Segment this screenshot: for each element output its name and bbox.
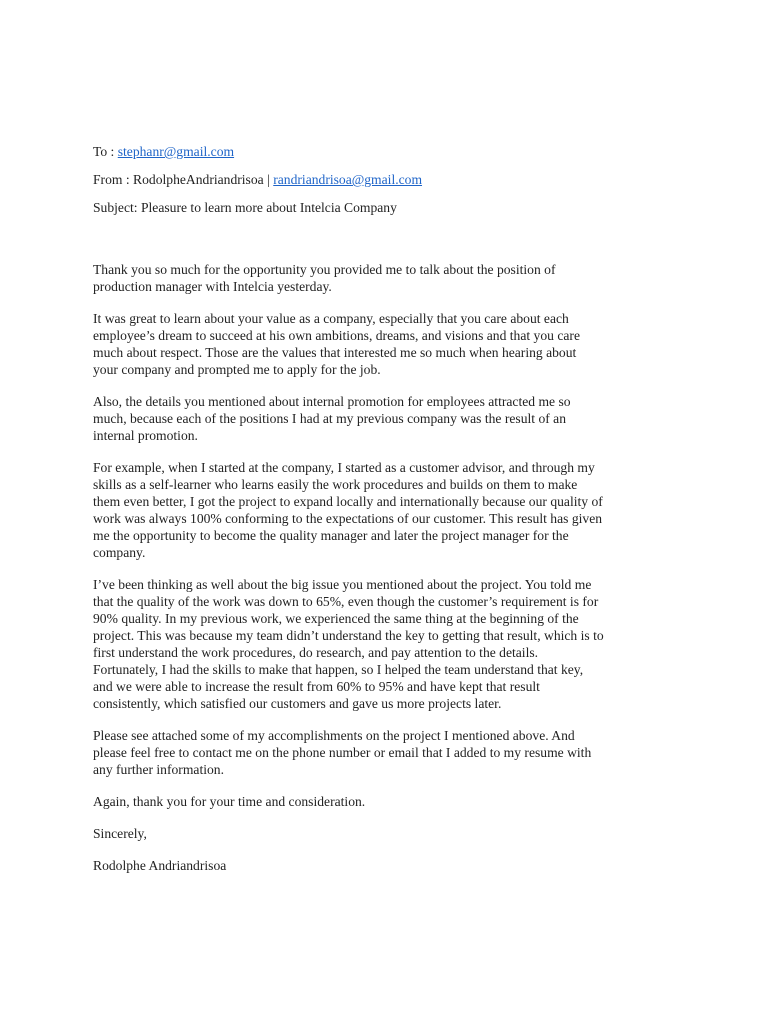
body-paragraph	[93, 310, 683, 378]
paragraph-line: that the quality of the work was down to 65%, even though the customer’s requirement is for	[93, 594, 599, 609]
paragraph-line: Thank you so much for the opportunity you provided me to talk about the position of	[93, 262, 556, 277]
paragraph-line: Fortunately, I had the skills to make that happen, so I helped the team understand that key,	[93, 662, 584, 677]
paragraph-line: Please see attached some of my accomplishments on the project I mentioned above. And	[93, 728, 575, 743]
paragraph-line: employee’s dream to succeed at his own ambitions, dreams, and visions and that you care	[93, 328, 580, 343]
letter-body	[93, 261, 683, 810]
to-label: To :	[93, 144, 115, 159]
to-line	[93, 143, 683, 160]
paragraph-line: skills as a self-learner who learns easily the work procedures and builds on them to make	[93, 477, 578, 492]
paragraph-line: please feel free to contact me on the phone number or email that I added to my resume with	[93, 745, 592, 760]
paragraph-line: and we were able to increase the result from 60% to 95% and have kept that result	[93, 679, 540, 694]
subject-text: Pleasure to learn more about Intelcia Company	[140, 200, 397, 215]
body-paragraph	[93, 727, 683, 778]
from-label: From :	[93, 172, 130, 187]
paragraph-line: Also, the details you mentioned about internal promotion for employees attracted me so	[93, 394, 571, 409]
body-paragraph	[93, 261, 683, 295]
paragraph-line: them even better, I got the project to expand locally and internationally because our quality of	[93, 494, 603, 509]
from-email-link[interactable]: randriandrisoa@gmail.com	[273, 172, 423, 187]
subject-label: Subject:	[93, 200, 138, 215]
paragraph-line: internal promotion.	[93, 428, 198, 443]
signature-name: Rodolphe Andriandrisoa	[93, 858, 227, 873]
paragraph-line: production manager with Intelcia yesterday.	[93, 279, 332, 294]
body-paragraph	[93, 576, 683, 712]
paragraph-line: any further information.	[93, 762, 224, 777]
paragraph-line: For example, when I started at the company, I started as a customer advisor, and through my	[93, 460, 595, 475]
from-separator: |	[267, 172, 270, 187]
paragraph-line: me the opportunity to become the quality manager and later the project manager for the	[93, 528, 569, 543]
subject-line	[93, 199, 683, 216]
letter-page	[93, 143, 683, 889]
paragraph-line: project. This was because my team didn’t understand the key to getting that result, which is to	[93, 628, 604, 643]
body-paragraph	[93, 459, 683, 561]
paragraph-line: 90% quality. In my previous work, we experienced the same thing at the beginning of the	[93, 611, 579, 626]
paragraph-line: much, because each of the positions I had at my previous company was the result of an	[93, 411, 567, 426]
to-email-link[interactable]: stephanr@gmail.com	[117, 144, 235, 159]
paragraph-line: It was great to learn about your value as a company, especially that you care about each	[93, 311, 569, 326]
body-paragraph	[93, 393, 683, 444]
paragraph-line: company.	[93, 545, 146, 560]
paragraph-line: I’ve been thinking as well about the big issue you mentioned about the project. You told me	[93, 577, 592, 592]
paragraph-line: consistently, which satisfied our customers and gave us more projects later.	[93, 696, 502, 711]
closing-salutation: Sincerely,	[93, 826, 147, 841]
paragraph-line: work was always 100% conforming to the expectations of our customer. This result has given	[93, 511, 603, 526]
body-paragraph	[93, 793, 683, 810]
paragraph-line: much about respect. Those are the values that interested me so much when hearing about	[93, 345, 577, 360]
paragraph-line: Again, thank you for your time and consideration.	[93, 794, 366, 809]
from-line	[93, 171, 683, 188]
paragraph-line: first understand the work procedures, do research, and pay attention to the details.	[93, 645, 539, 660]
paragraph-line: your company and prompted me to apply for the job.	[93, 362, 381, 377]
from-name: RodolpheAndriandrisoa	[133, 172, 264, 187]
